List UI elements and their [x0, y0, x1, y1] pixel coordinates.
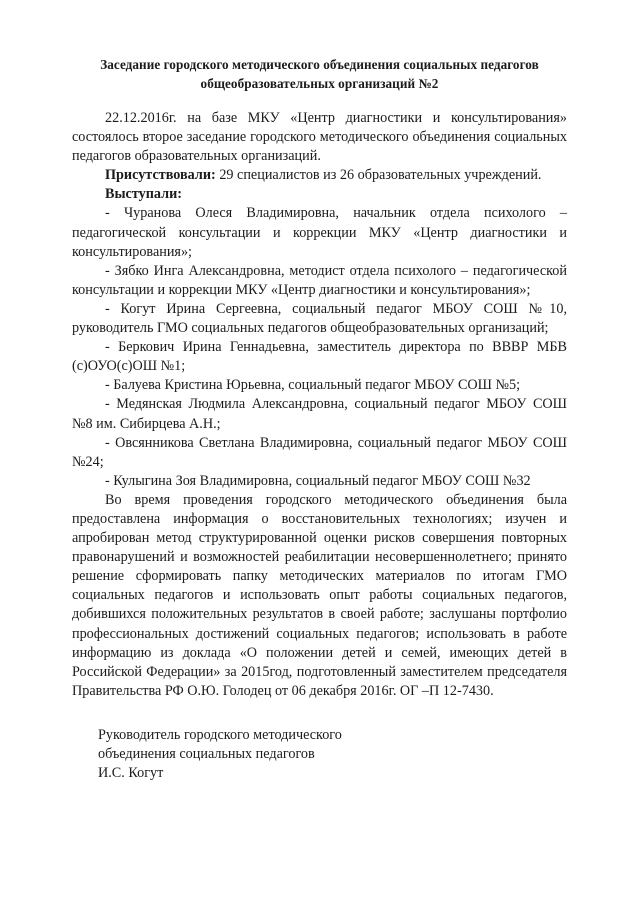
signature-block — [72, 726, 567, 783]
speaker-item: - Кулыгина Зоя Владимировна, социальный педагог МБОУ СОШ №32 — [105, 472, 531, 489]
speaker-item: - Балуева Кристина Юрьевна, социальный педагог МБОУ СОШ №5; — [105, 377, 521, 394]
attendance-line — [72, 166, 567, 185]
signature-line-2: объединения социальных педагогов — [98, 746, 315, 762]
speaker-item: - Овсянникова Светлана Владимировна, социальный педагог МБОУ СОШ №24; — [72, 434, 567, 470]
speaker-item: - Беркович Ирина Геннадьевна, заместитель директора по ВВВР МБВ (с)ОУО(с)ОШ №1; — [72, 339, 567, 375]
attendance-label: Присутствовали: — [105, 167, 216, 184]
document-content — [72, 55, 567, 783]
signature-line-1: Руководитель городского методического — [98, 726, 342, 743]
speaker-item: - Чуранова Олеся Владимировна, начальник отдела психолого – педагогической консультации и коррекции МКУ «Центр диагностики и консультирования»; — [72, 205, 567, 260]
speakers-label: Выступали: — [105, 186, 182, 203]
speaker-item: - Медянская Людмила Александровна, социальный педагог МБОУ СОШ №8 им. Сибирцева А.Н.; — [72, 396, 567, 432]
speaker-item: - Когут Ирина Сергеевна, социальный педагог МБОУ СОШ №10, руководитель ГМО социальных педагогов общеобразовательных организаций; — [72, 300, 567, 337]
attendance-value: 29 специалистов из 26 образовательных учреждений. — [215, 167, 542, 184]
page-title — [72, 55, 567, 93]
signature-line-3: И.С. Когут — [98, 765, 164, 782]
page-title-line-1: Заседание городского методического объединения социальных педагогов — [100, 57, 539, 72]
body-paragraph: Во время проведения городского методического объединения была предоставлена информация о восстановительных технологиях; изучен и апробирован метод структурированной оценки рисков совершения повторных правонарушений и возможностей реабилитации несовершеннолетнего; принято решение сформировать папку методических материалов по итогам ГМО социальных педагогов и использовать опыт работы социальных педагогов, добившихся положительных результатов в своей работе; заслушаны портфолио профессиональных достижений социальных педагогов; использовать в работе информацию из доклада «О положении детей и семей, имеющих детей в Российской Федерации» за 2015год, подготовленный заместителем председателя Правительства РФ О.Ю. Голодец от 06 декабря 2016г. ОГ –П 12-7430. — [72, 491, 567, 699]
page-title-line-2: общеобразовательных организаций №2 — [200, 76, 439, 91]
speaker-item: - Зябко Инга Александровна, методист отдела психолого – педагогической консультации и коррекции МКУ «Центр диагностики и консультирования»; — [72, 262, 567, 298]
intro-paragraph: 22.12.2016г. на базе МКУ «Центр диагностики и консультирования» состоялось второе заседание городского методического объединения социальных педагогов образовательных организаций. — [72, 110, 567, 165]
